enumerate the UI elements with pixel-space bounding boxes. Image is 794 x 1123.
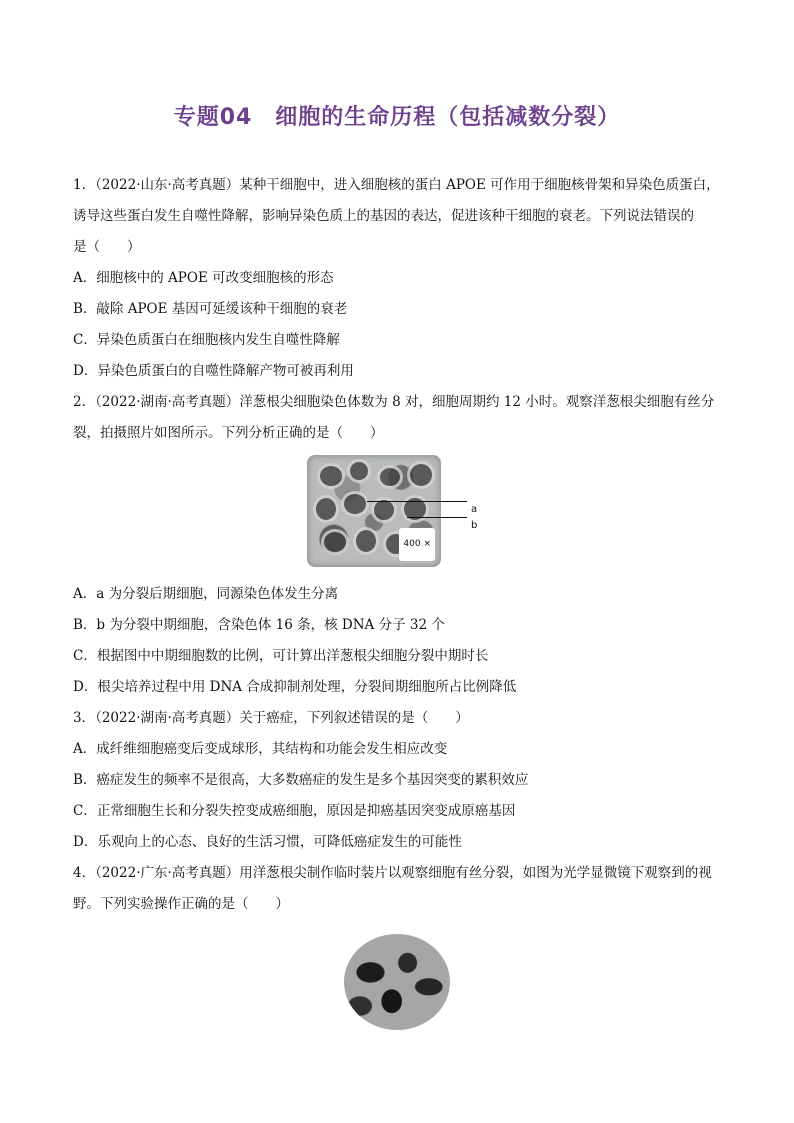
cell-nucleus [377,465,403,489]
cell-nucleus [347,459,371,483]
question-3-option-c[interactable]: C．正常细胞生长和分裂失控变成癌细胞，原因是抑癌基因突变成原癌基因 [73,803,516,819]
cell-nucleus [321,529,349,555]
micrograph-figure-2 [307,455,487,571]
question-1-option-b[interactable]: B．敲除 APOE 基因可延缓该种干细胞的衰老 [73,301,348,317]
question-2-stem-line: 裂，拍摄照片如图所示。下列分析正确的是（ ） [73,425,384,441]
question-list [73,170,721,1038]
cell-nucleus [341,491,369,517]
pointer-line-a [367,501,467,502]
question-2-option-a[interactable]: A．a 为分裂后期细胞，同源染色体发生分离 [73,586,339,602]
question-4 [73,858,721,1030]
question-3-option-b[interactable]: B．癌症发生的频率不是很高，大多数癌症的发生是多个基因突变的累积效应 [73,772,529,788]
question-1-option-a[interactable]: A．细胞核中的 APOE 可改变细胞核的形态 [73,270,334,286]
question-1-option-d[interactable]: D．异染色质蛋白的自噬性降解产物可被再利用 [73,363,354,379]
question-1-stem-line: 1．（2022·山东·高考真题）某种干细胞中，进入细胞核的蛋白 APOE 可作用于细胞核骨架和异染色质蛋白， [73,177,720,193]
question-2 [73,387,721,703]
question-3-stem-line: 3．（2022·湖南·高考真题）关于癌症，下列叙述错误的是（ ） [73,710,469,726]
root-tip-micrograph [307,455,441,567]
question-2-option-d[interactable]: D．根尖培养过程中用 DNA 合成抑制剂处理，分裂间期细胞所占比例降低 [73,679,517,695]
cell-nucleus [313,495,339,523]
magnification-label: 400 × [399,528,435,561]
cell-nucleus [353,527,379,555]
question-3-option-a[interactable]: A．成纤维细胞癌变后变成球形，其结构和功能会发生相应改变 [73,741,448,757]
page-title: 专题04 细胞的生命历程（包括减数分裂） [173,105,621,130]
question-1-stem-line: 诱导这些蛋白发生自噬性降解，影响异染色质上的基因的表达，促进该种干细胞的衰老。下列说法错误的 [73,208,694,224]
question-4-stem-line: 4．（2022·广东·高考真题）用洋葱根尖制作临时装片以观察细胞有丝分裂，如图为光学显微镜下观察到的视 [73,865,712,881]
question-1-stem-line: 是（ ） [73,239,141,255]
root-tip-field-of-view [344,934,450,1030]
question-3-option-d[interactable]: D．乐观向上的心态、良好的生活习惯，可降低癌症发生的可能性 [73,834,462,850]
label-b: b [471,520,478,531]
question-2-stem-line: 2．（2022·湖南·高考真题）洋葱根尖细胞染色体数为 8 对，细胞周期约 12 小时。观察洋葱根尖细胞有丝分 [73,394,715,410]
cell-nucleus [407,461,435,489]
cell-nucleus [401,495,429,523]
question-2-option-b[interactable]: B．b 为分裂中期细胞，含染色体 16 条，核 DNA 分子 32 个 [73,617,445,633]
question-1 [73,170,721,387]
question-4-stem-line: 野。下列实验操作正确的是（ ） [73,896,289,912]
cell-nucleus [317,463,345,489]
question-1-option-c[interactable]: C．异染色质蛋白在细胞核内发生自噬性降解 [73,332,340,348]
label-a: a [471,504,478,515]
micrograph-figure-4 [344,934,450,1030]
question-2-option-c[interactable]: C．根据图中中期细胞数的比例，可计算出洋葱根尖细胞分裂中期时长 [73,648,489,664]
pointer-line-b [407,517,467,518]
question-3 [73,703,721,858]
